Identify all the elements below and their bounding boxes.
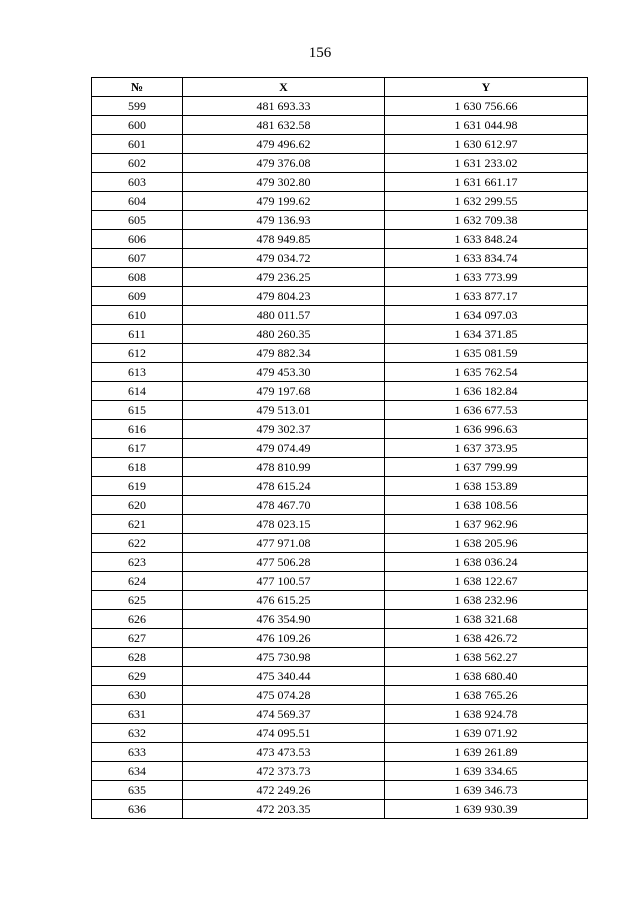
cell-y: 1 638 153.89 [385, 477, 588, 496]
cell-number: 600 [92, 116, 183, 135]
cell-y: 1 636 182.84 [385, 382, 588, 401]
cell-x: 472 249.26 [183, 781, 385, 800]
cell-number: 617 [92, 439, 183, 458]
cell-y: 1 634 371.85 [385, 325, 588, 344]
table-row [92, 743, 588, 762]
table-row [92, 401, 588, 420]
table-row [92, 230, 588, 249]
cell-y: 1 636 677.53 [385, 401, 588, 420]
cell-y: 1 633 834.74 [385, 249, 588, 268]
cell-x: 479 199.62 [183, 192, 385, 211]
cell-number: 602 [92, 154, 183, 173]
cell-number: 605 [92, 211, 183, 230]
cell-y: 1 632 299.55 [385, 192, 588, 211]
cell-number: 620 [92, 496, 183, 515]
table-row [92, 192, 588, 211]
cell-number: 601 [92, 135, 183, 154]
table-row [92, 135, 588, 154]
table-row [92, 97, 588, 116]
cell-number: 607 [92, 249, 183, 268]
table-row [92, 686, 588, 705]
cell-y: 1 635 081.59 [385, 344, 588, 363]
table-row [92, 667, 588, 686]
table-header-row [92, 78, 588, 97]
cell-x: 480 011.57 [183, 306, 385, 325]
cell-number: 635 [92, 781, 183, 800]
cell-x: 475 340.44 [183, 667, 385, 686]
cell-number: 625 [92, 591, 183, 610]
cell-x: 478 615.24 [183, 477, 385, 496]
cell-y: 1 639 334.65 [385, 762, 588, 781]
table-row [92, 382, 588, 401]
cell-x: 478 810.99 [183, 458, 385, 477]
cell-y: 1 630 756.66 [385, 97, 588, 116]
cell-number: 623 [92, 553, 183, 572]
table-row [92, 420, 588, 439]
table-row [92, 724, 588, 743]
cell-number: 634 [92, 762, 183, 781]
table-row [92, 800, 588, 819]
cell-y: 1 632 709.38 [385, 211, 588, 230]
cell-x: 479 236.25 [183, 268, 385, 287]
cell-y: 1 638 680.40 [385, 667, 588, 686]
cell-x: 477 100.57 [183, 572, 385, 591]
cell-x: 481 632.58 [183, 116, 385, 135]
cell-y: 1 638 426.72 [385, 629, 588, 648]
cell-x: 479 496.62 [183, 135, 385, 154]
cell-number: 610 [92, 306, 183, 325]
table-row [92, 629, 588, 648]
cell-y: 1 637 799.99 [385, 458, 588, 477]
cell-y: 1 633 773.99 [385, 268, 588, 287]
table-row [92, 477, 588, 496]
cell-x: 479 804.23 [183, 287, 385, 306]
cell-y: 1 636 996.63 [385, 420, 588, 439]
table-row [92, 116, 588, 135]
header-number: № [92, 78, 183, 97]
cell-y: 1 633 848.24 [385, 230, 588, 249]
cell-number: 621 [92, 515, 183, 534]
table-row [92, 363, 588, 382]
cell-number: 627 [92, 629, 183, 648]
cell-y: 1 637 962.96 [385, 515, 588, 534]
table-row [92, 458, 588, 477]
cell-number: 628 [92, 648, 183, 667]
cell-y: 1 638 036.24 [385, 553, 588, 572]
cell-x: 478 467.70 [183, 496, 385, 515]
table-row [92, 325, 588, 344]
cell-x: 478 023.15 [183, 515, 385, 534]
cell-number: 599 [92, 97, 183, 116]
cell-number: 618 [92, 458, 183, 477]
cell-x: 479 302.37 [183, 420, 385, 439]
cell-number: 633 [92, 743, 183, 762]
cell-y: 1 631 233.02 [385, 154, 588, 173]
cell-y: 1 638 924.78 [385, 705, 588, 724]
cell-x: 476 615.25 [183, 591, 385, 610]
cell-x: 472 203.35 [183, 800, 385, 819]
cell-x: 472 373.73 [183, 762, 385, 781]
cell-y: 1 639 930.39 [385, 800, 588, 819]
cell-number: 604 [92, 192, 183, 211]
table-row [92, 268, 588, 287]
cell-number: 608 [92, 268, 183, 287]
table-row [92, 439, 588, 458]
cell-x: 476 354.90 [183, 610, 385, 629]
cell-y: 1 638 205.96 [385, 534, 588, 553]
cell-number: 615 [92, 401, 183, 420]
cell-y: 1 638 232.96 [385, 591, 588, 610]
table-row [92, 211, 588, 230]
cell-y: 1 631 044.98 [385, 116, 588, 135]
table-row [92, 553, 588, 572]
table-row [92, 591, 588, 610]
table-row [92, 249, 588, 268]
cell-number: 606 [92, 230, 183, 249]
cell-number: 630 [92, 686, 183, 705]
cell-y: 1 637 373.95 [385, 439, 588, 458]
table-body [92, 97, 588, 819]
cell-x: 479 074.49 [183, 439, 385, 458]
cell-x: 479 376.08 [183, 154, 385, 173]
cell-x: 475 074.28 [183, 686, 385, 705]
table-row [92, 515, 588, 534]
cell-x: 474 569.37 [183, 705, 385, 724]
cell-x: 476 109.26 [183, 629, 385, 648]
cell-x: 477 506.28 [183, 553, 385, 572]
cell-number: 622 [92, 534, 183, 553]
cell-y: 1 639 346.73 [385, 781, 588, 800]
cell-x: 477 971.08 [183, 534, 385, 553]
cell-y: 1 638 562.27 [385, 648, 588, 667]
header-y: Y [385, 78, 588, 97]
cell-number: 624 [92, 572, 183, 591]
cell-x: 479 302.80 [183, 173, 385, 192]
cell-x: 479 453.30 [183, 363, 385, 382]
cell-x: 479 034.72 [183, 249, 385, 268]
cell-number: 616 [92, 420, 183, 439]
cell-number: 629 [92, 667, 183, 686]
page-number: 156 [308, 45, 332, 61]
cell-number: 614 [92, 382, 183, 401]
cell-y: 1 638 321.68 [385, 610, 588, 629]
cell-x: 478 949.85 [183, 230, 385, 249]
table-row [92, 287, 588, 306]
cell-x: 481 693.33 [183, 97, 385, 116]
cell-y: 1 635 762.54 [385, 363, 588, 382]
coordinates-table [91, 77, 588, 819]
cell-y: 1 639 261.89 [385, 743, 588, 762]
cell-x: 479 136.93 [183, 211, 385, 230]
table-row [92, 306, 588, 325]
cell-number: 609 [92, 287, 183, 306]
cell-y: 1 630 612.97 [385, 135, 588, 154]
cell-number: 619 [92, 477, 183, 496]
cell-y: 1 631 661.17 [385, 173, 588, 192]
cell-x: 479 197.68 [183, 382, 385, 401]
header-x: X [183, 78, 385, 97]
cell-x: 474 095.51 [183, 724, 385, 743]
cell-y: 1 633 877.17 [385, 287, 588, 306]
table-row [92, 534, 588, 553]
table-row [92, 344, 588, 363]
cell-number: 636 [92, 800, 183, 819]
table-row [92, 572, 588, 591]
cell-x: 479 882.34 [183, 344, 385, 363]
table-row [92, 762, 588, 781]
cell-number: 611 [92, 325, 183, 344]
table-row [92, 154, 588, 173]
cell-y: 1 638 765.26 [385, 686, 588, 705]
cell-number: 626 [92, 610, 183, 629]
cell-number: 632 [92, 724, 183, 743]
cell-y: 1 638 108.56 [385, 496, 588, 515]
cell-x: 475 730.98 [183, 648, 385, 667]
cell-number: 631 [92, 705, 183, 724]
cell-x: 479 513.01 [183, 401, 385, 420]
cell-number: 613 [92, 363, 183, 382]
cell-y: 1 639 071.92 [385, 724, 588, 743]
table-row [92, 781, 588, 800]
cell-y: 1 638 122.67 [385, 572, 588, 591]
cell-x: 473 473.53 [183, 743, 385, 762]
table-row [92, 705, 588, 724]
table-row [92, 496, 588, 515]
cell-number: 603 [92, 173, 183, 192]
table-row [92, 173, 588, 192]
cell-y: 1 634 097.03 [385, 306, 588, 325]
table-row [92, 610, 588, 629]
cell-number: 612 [92, 344, 183, 363]
cell-x: 480 260.35 [183, 325, 385, 344]
table-row [92, 648, 588, 667]
